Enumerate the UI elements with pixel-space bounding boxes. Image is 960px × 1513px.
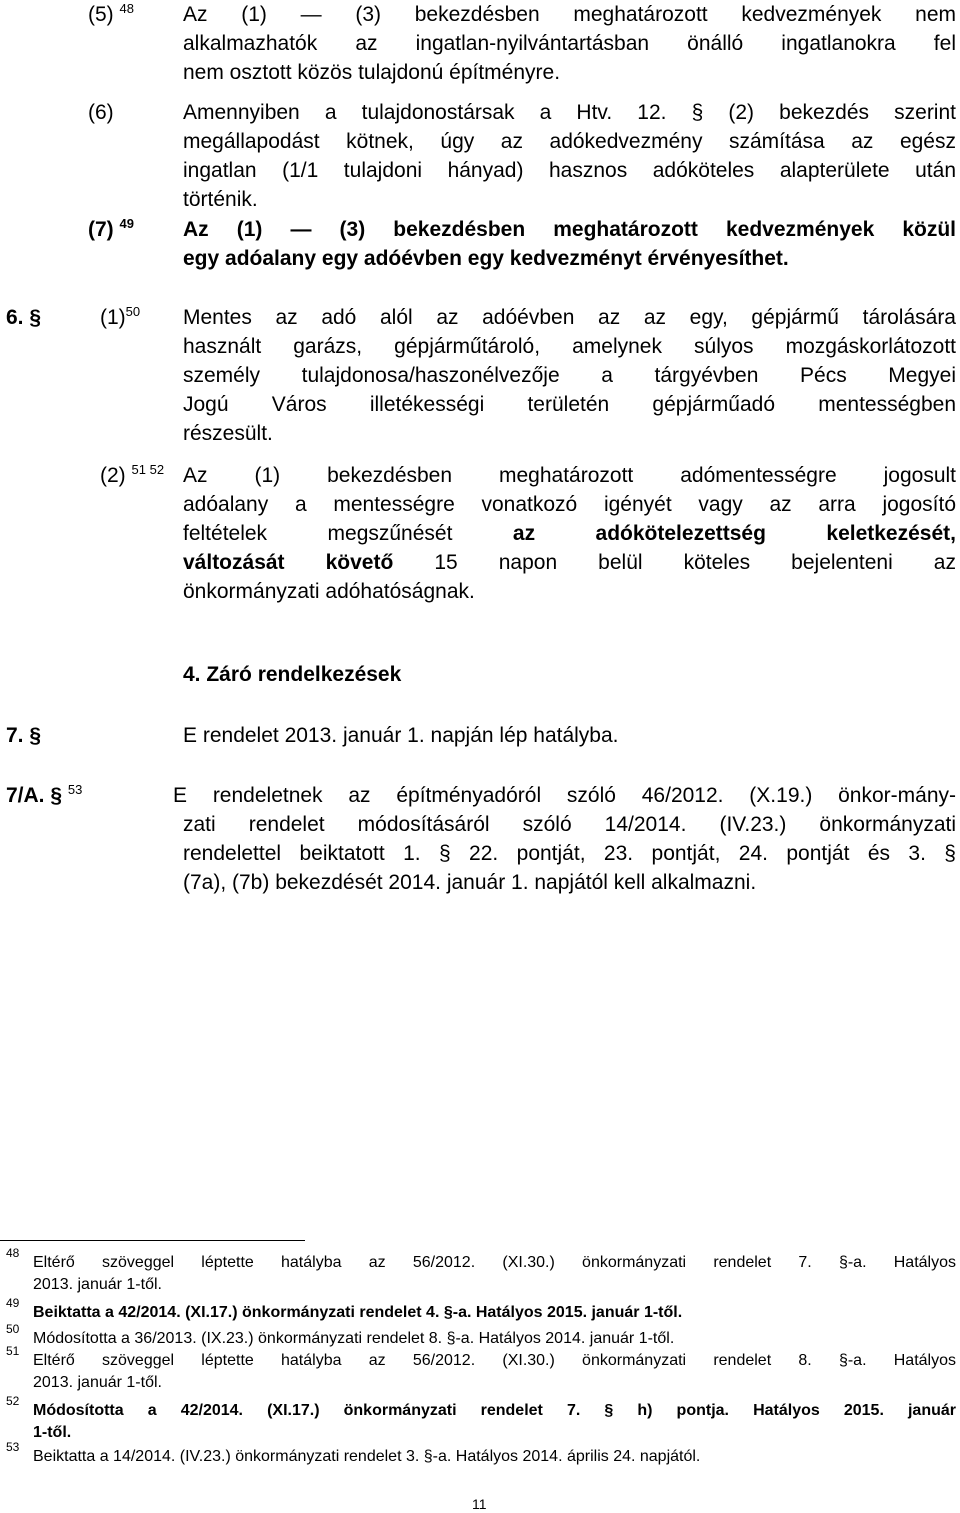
footnote-line: 2013. január 1-től. [33, 1374, 162, 1391]
footnote-line: 1-től. [33, 1424, 72, 1441]
paragraph-label-7: (7) $^{49}$ [88, 216, 134, 241]
section-6-paragraph-2-line-3: feltételek megszűnését az adókötelezettség keletkezését, [183, 522, 956, 545]
footnote-line: Módosította a 42/2014. (XI.17.) önkormányzati rendelet 7. § h) pontja. Hatályos 2015. január [33, 1402, 956, 1419]
footnote-number: 53 [6, 1440, 20, 1454]
footnote-ref-53[interactable]: 53 [67, 782, 83, 797]
paragraph-6: Amennyiben a tulajdonostársak a Htv. 12. § (2) bekezdés szerint megállapodást kötnek, úgy az adókedvezmény számítása az egész ingatlan (1/1 tulajdoni hányad) hasznos adóköteles alapterülete után történik. [183, 101, 956, 211]
paragraph-label-6: (6) [88, 101, 114, 124]
paragraph-label-6-2: (2) $^{51 52}$ [100, 462, 165, 487]
section-number-7a: 7/A. § $^{53}$ [6, 782, 83, 807]
footnote-number: 52 [6, 1394, 20, 1408]
footnote-number: 49 [6, 1296, 20, 1310]
footnote-number: 48 [6, 1246, 20, 1260]
section-7-text: E rendelet 2013. január 1. napján lép hatályba. [183, 724, 619, 747]
footnote-number: 51 [6, 1344, 20, 1358]
footnote-text [33, 1252, 956, 1296]
section-6-paragraph-1: Mentes az adó alól az adóévben az az egy, gépjármű tárolására használt garázs, gépjárműtároló, amelynek súlyos mozgáskorlátozott személy tulajdonosa/haszonélvezője a tárgyévben Pécs Megyei Jogú Város illetékességi területén gépjárműadó mentességben részesült. [183, 306, 956, 445]
footnote-text [33, 1328, 956, 1350]
paragraph-label-5: (5) $^{48}$ [88, 1, 134, 26]
footnote-text [33, 1400, 956, 1444]
footnote-line: Beiktatta a 14/2014. (IV.23.) önkormányzati rendelet 3. §-a. Hatályos 2014. április 24. napjától. [33, 1448, 701, 1465]
footnote-ref-51-52[interactable]: 51 52 [131, 462, 165, 477]
section-6-paragraph-2-line-4: változását követő 15 napon belül köteles bejelenteni az [183, 551, 956, 574]
footnote-line: Módosította a 36/2013. (IX.23.) önkormányzati rendelet 8. §-a. Hatályos 2014. január 1-től. [33, 1330, 675, 1347]
section-6-paragraph-2: Az (1) bekezdésben meghatározott adómentességre jogosult adóalany a mentességre vonatkozó igényét vagy az arra jogosító feltételek megszűnését az adókötelezettség keletkezését, változását követő 15 napon belül köteles bejelenteni az önkormányzati adóhatóságnak. [183, 464, 956, 603]
paragraph-5: Az (1) — (3) bekezdésben meghatározott kedvezmények nem alkalmazhatók az ingatlan-nyilvántartásban önálló ingatlanokra fel nem osztott közös tulajdonú építményre. [183, 3, 956, 84]
footnote-number: 50 [6, 1322, 20, 1336]
footnote-separator [0, 1240, 305, 1241]
footnote-ref-50[interactable]: 50 [125, 304, 141, 319]
footnote-text [33, 1350, 956, 1394]
section-heading: 4. Záró rendelkezések [183, 663, 402, 686]
footnote-text [33, 1302, 956, 1324]
paragraph-7: Az (1) — (3) bekezdésben meghatározott kedvezmények közül egy adóalany egy adóévben egy kedvezményt érvényesíthet. [183, 218, 956, 270]
paragraph-label-6-1: $(1)^{50}$ [100, 304, 141, 329]
footnote-line: Eltérő szöveggel léptette hatályba az 56/2012. (XI.30.) önkormányzati rendelet 7. §-a. Hatályos [33, 1254, 956, 1271]
footnote-ref-49[interactable]: 49 [119, 216, 134, 231]
section-number-7: 7. § [6, 724, 42, 747]
section-number-6: 6. § [6, 306, 42, 329]
footnote-ref-48[interactable]: 48 [119, 1, 134, 16]
footnote-line: Beiktatta a 42/2014. (XI.17.) önkormányzati rendelet 4. §-a. Hatályos 2015. január 1-től. [33, 1304, 683, 1321]
footnote-line: Eltérő szöveggel léptette hatályba az 56/2012. (XI.30.) önkormányzati rendelet 8. §-a. Hatályos [33, 1352, 956, 1369]
section-7a-text: E rendeletnek az építményadóról szóló 46/2012. (X.19.) önkor-mány- zati rendelet módosításáról szóló 14/2014. (IV.23.) önkormányzati rendelettel beiktatott 1. § 22. pontját, 23. pontját, 24. pontját és 3. § (7a), (7b) bekezdését 2014. január 1. napjától kell alkalmazni. [173, 784, 956, 894]
footnote-text [33, 1446, 956, 1468]
footnote-line: 2013. január 1-től. [33, 1276, 162, 1293]
page-number: 11 [472, 1496, 487, 1512]
